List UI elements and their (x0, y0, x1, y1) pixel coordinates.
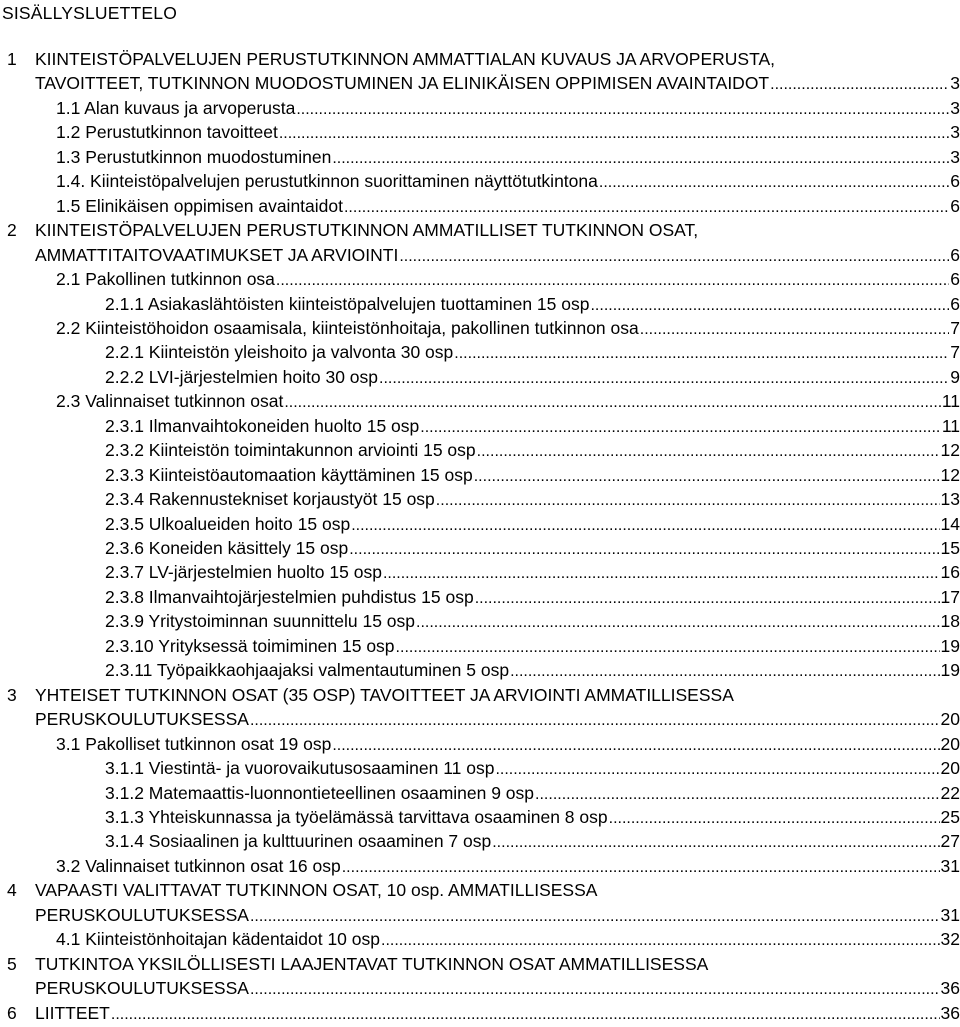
toc-entry[interactable] (105, 829, 960, 853)
dot-leader (396, 636, 940, 660)
page-number: 27 (940, 831, 960, 852)
dot-leader (609, 807, 940, 831)
page-number: 7 (950, 342, 960, 363)
entry-title: 4.1 Kiinteistönhoitajan kädentaidot 10 osp (56, 929, 380, 950)
entry-title: 2.2.1 Kiinteistön yleishoito ja valvonta 30 osp (105, 342, 454, 363)
entry-title: 2.3.5 Ulkoalueiden hoito 15 osp (105, 513, 351, 534)
dot-leader (276, 269, 949, 293)
entry-title: 3.1.3 Yhteiskunnassa ja työelämässä tarvittava osaaminen 8 osp (105, 806, 608, 827)
page-number: 3 (950, 73, 960, 94)
toc-entry[interactable] (105, 292, 960, 316)
toc-entry[interactable] (105, 805, 960, 829)
toc-entry[interactable] (56, 145, 960, 169)
entry-number: 6 (7, 1002, 17, 1023)
toc-entry[interactable] (7, 1001, 960, 1025)
entry-title: 2.3.8 Ilmanvaihtojärjestelmien puhdistus 15 osp (105, 586, 474, 607)
toc-entry[interactable] (56, 169, 960, 193)
page-number: 36 (940, 1002, 960, 1023)
dot-leader (492, 831, 939, 855)
toc-entry[interactable] (56, 927, 960, 951)
entry-title: 1.4. Kiinteistöpalvelujen perustutkinnon suorittaminen näyttötutkintona (56, 171, 598, 192)
entry-title: 2.3.6 Koneiden käsittely 15 osp (105, 538, 349, 558)
entry-title: 3.1.4 Sosiaalinen ja kulttuurinen osaaminen 7 osp (105, 831, 492, 852)
toc-entry[interactable] (56, 854, 960, 878)
entry-title: 2.3.7 LV-järjestelmien huolto 15 osp (105, 562, 382, 583)
dot-leader (416, 611, 940, 635)
dot-leader (510, 660, 939, 684)
page-number: 6 (950, 293, 960, 314)
dot-leader (279, 122, 949, 146)
dot-leader (379, 367, 949, 391)
toc-entry[interactable] (56, 389, 960, 413)
entry-title: 2.3.3 Kiinteistöautomaation käyttäminen 15 osp (105, 464, 473, 485)
dot-leader (495, 758, 939, 782)
entry-title: 1.1 Alan kuvaus ja arvoperusta (56, 97, 296, 118)
entry-title: 1.3 Perustutkinnon muodostuminen (56, 146, 332, 167)
page-number: 6 (950, 195, 960, 216)
dot-leader (474, 465, 940, 489)
entry-title: 1.2 Perustutkinnon tavoitteet (56, 122, 278, 143)
dot-leader (332, 147, 949, 171)
entry-title: 2.3 Valinnaiset tutkinnon osat (56, 391, 284, 412)
toc-entry[interactable] (105, 781, 960, 805)
toc-entry[interactable] (105, 438, 960, 462)
toc-entry[interactable] (7, 243, 960, 267)
toc-entry-continued[interactable] (7, 952, 960, 976)
entry-number: 5 (7, 953, 17, 974)
page-number: 36 (940, 978, 960, 999)
toc-entry[interactable] (56, 316, 960, 340)
dot-leader (381, 929, 940, 953)
dot-leader (332, 734, 939, 758)
page-number: 15 (940, 538, 960, 558)
dot-leader (250, 978, 940, 1002)
toc-entry[interactable] (105, 609, 960, 633)
page-number: 14 (940, 513, 960, 534)
toc-entry[interactable] (56, 267, 960, 291)
entry-title: 2.2 Kiinteistöhoidon osaamisala, kiinteistönhoitaja, pakollinen tutkinnon osa (56, 317, 639, 338)
dot-leader (599, 171, 949, 195)
entry-title: 3.1.1 Viestintä- ja vuorovaikutusosaaminen 11 osp (105, 758, 495, 779)
toc-entry[interactable] (7, 976, 960, 1000)
entry-title: TUTKINTOA YKSILÖLLISESTI LAAJENTAVAT TUTKINNON OSAT AMMATILLISESSA (35, 953, 709, 974)
dot-leader (250, 709, 940, 733)
toc-entry[interactable] (105, 340, 960, 364)
dot-leader (351, 514, 939, 538)
toc-entry[interactable] (105, 560, 960, 584)
toc-entry[interactable] (105, 365, 960, 389)
entry-title: KIINTEISTÖPALVELUJEN PERUSTUTKINNON AMMATILLISET TUTKINNON OSAT, (35, 220, 699, 241)
entry-title: 1.5 Elinikäisen oppimisen avaintaidot (56, 195, 343, 216)
dot-leader (770, 73, 949, 97)
entry-title: 2.3.11 Työpaikkaohjaajaksi valmentautuminen 5 osp (105, 660, 510, 681)
toc-entry[interactable] (105, 463, 960, 487)
toc-entry[interactable] (105, 658, 960, 682)
page-title: SISÄLLYSLUETTELO (2, 3, 178, 23)
toc-entry[interactable] (105, 487, 960, 511)
page-number: 3 (950, 146, 960, 167)
toc-entry-continued[interactable] (7, 683, 960, 707)
entry-title: LIITTEET (35, 1002, 110, 1023)
entry-title: 3.2 Valinnaiset tutkinnon osat 16 osp (56, 855, 341, 876)
page-number: 18 (940, 611, 960, 632)
dot-leader (640, 318, 950, 342)
dot-leader (284, 391, 940, 415)
entry-title: 2.1.1 Asiakaslähtöisten kiinteistöpalvelujen tuottaminen 15 osp (105, 293, 590, 314)
entry-number: 1 (7, 49, 17, 69)
dot-leader (475, 587, 940, 611)
toc-entry[interactable] (7, 903, 960, 927)
entry-title: 2.3.10 Yrityksessä toimiminen 15 osp (105, 635, 395, 656)
page-number: 25 (940, 806, 960, 827)
page-number: 11 (941, 391, 960, 412)
toc-entry-continued[interactable] (7, 218, 960, 242)
dot-leader (399, 245, 949, 269)
toc-entry[interactable] (56, 194, 960, 218)
dot-leader (296, 98, 949, 122)
page-number: 19 (940, 660, 960, 681)
entry-number: 2 (7, 220, 17, 241)
entry-title: 2.3.9 Yritystoiminnan suunnittelu 15 osp (105, 611, 416, 632)
dot-leader (454, 342, 949, 366)
toc-entry[interactable] (7, 707, 960, 731)
entry-title: 2.1 Pakollinen tutkinnon osa (56, 269, 275, 290)
entry-number: 3 (7, 684, 17, 705)
page-number: 31 (940, 855, 960, 876)
entry-title: KIINTEISTÖPALVELUJEN PERUSTUTKINNON AMMATTIALAN KUVAUS JA ARVOPERUSTA, (35, 49, 776, 69)
dot-leader (477, 440, 940, 464)
entry-title: PERUSKOULUTUKSESSA (35, 978, 249, 999)
page-number: 12 (940, 464, 960, 485)
page-number: 20 (940, 733, 960, 754)
toc-entry[interactable] (105, 512, 960, 536)
toc-entry[interactable] (56, 732, 960, 756)
dot-leader (111, 1003, 940, 1027)
dot-leader (250, 905, 940, 929)
page-number: 11 (941, 415, 960, 436)
toc-entry[interactable] (7, 71, 960, 95)
entry-title: 2.3.4 Rakennustekniset korjaustyöt 15 osp (105, 489, 435, 510)
entry-title: 2.3.1 Ilmanvaihtokoneiden huolto 15 osp (105, 415, 420, 436)
entry-title: 3.1.2 Matemaattis-luonnontieteellinen osaaminen 9 osp (105, 782, 535, 803)
toc-entry-continued[interactable] (7, 47, 960, 71)
entry-title: AMMATTITAITOVAATIMUKSET JA ARVIOINTI (35, 244, 399, 265)
page-number: 31 (940, 904, 960, 925)
dot-leader (420, 416, 941, 440)
toc-entry[interactable] (105, 414, 960, 438)
page-number: 6 (950, 269, 960, 290)
entry-title: YHTEISET TUTKINNON OSAT (35 OSP) TAVOITTEET JA ARVIOINTI AMMATILLISESSA (35, 684, 734, 705)
entry-title: TAVOITTEET, TUTKINNON MUODOSTUMINEN JA ELINIKÄISEN OPPIMISEN AVAINTAIDOT (35, 73, 770, 94)
page-number: 7 (950, 317, 960, 338)
entry-number: 4 (7, 880, 17, 901)
entry-title: 2.3.2 Kiinteistön toimintakunnon arviointi 15 osp (105, 440, 476, 461)
page-number: 20 (940, 758, 960, 779)
entry-title: PERUSKOULUTUKSESSA (35, 709, 249, 730)
dot-leader (344, 196, 949, 220)
page-number: 6 (950, 171, 960, 192)
toc-entry[interactable] (105, 585, 960, 609)
toc-entry[interactable] (105, 634, 960, 658)
page-number: 13 (940, 489, 960, 510)
page-number: 9 (950, 366, 960, 387)
dot-leader (342, 856, 940, 880)
toc-entry[interactable] (56, 96, 960, 120)
page-number: 20 (940, 709, 960, 730)
page-number: 6 (950, 244, 960, 265)
entry-title: 2.2.2 LVI-järjestelmien hoito 30 osp (105, 366, 379, 387)
entry-title: VAPAASTI VALITTAVAT TUTKINNON OSAT, 10 osp. AMMATILLISESSA (35, 880, 598, 901)
page-number: 3 (950, 97, 960, 118)
page-number: 32 (940, 929, 960, 950)
entry-title: PERUSKOULUTUKSESSA (35, 904, 249, 925)
page-number: 3 (950, 122, 960, 143)
toc-entry-continued[interactable] (7, 878, 960, 902)
page-number: 16 (940, 562, 960, 583)
page-number: 22 (940, 782, 960, 803)
dot-leader (383, 562, 940, 586)
page-number: 12 (940, 440, 960, 461)
toc-entry[interactable] (105, 756, 960, 780)
dot-leader (590, 294, 949, 318)
page-number: 19 (940, 635, 960, 656)
dot-leader (349, 538, 939, 562)
entry-title: 3.1 Pakolliset tutkinnon osat 19 osp (56, 733, 332, 754)
dot-leader (535, 783, 940, 807)
page-number: 17 (940, 586, 960, 607)
dot-leader (436, 489, 940, 513)
toc-entry[interactable] (56, 120, 960, 144)
toc-entry[interactable] (105, 536, 960, 560)
